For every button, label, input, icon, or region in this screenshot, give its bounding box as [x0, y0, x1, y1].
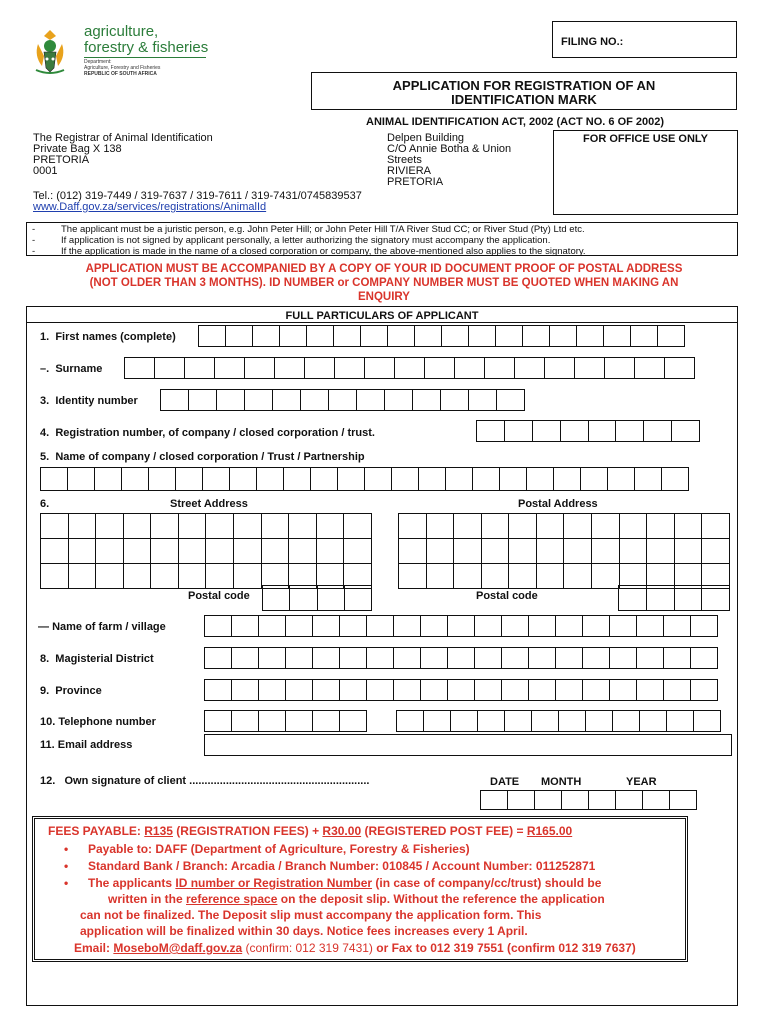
address-line: Delpen Building: [387, 132, 465, 144]
surname-label: [40, 363, 102, 375]
fees-text: FEES PAYABLE:: [48, 824, 145, 838]
fees-amount: R135: [144, 824, 173, 838]
postal-address-grid[interactable]: [398, 514, 730, 589]
identity-number-label: [40, 395, 138, 407]
surname-input[interactable]: [124, 357, 702, 379]
signature-label[interactable]: [40, 775, 369, 787]
coat-of-arms-logo: [30, 26, 70, 76]
registration-number-input[interactable]: [476, 420, 700, 442]
dept-name: [84, 24, 208, 56]
title-line2: IDENTIFICATION MARK: [451, 92, 597, 107]
address-line: PRETORIA: [387, 176, 444, 188]
address-line: RIVIERA: [387, 165, 432, 177]
fees-text: (REGISTRATION FEES) +: [172, 824, 323, 838]
office-use-box: [553, 130, 738, 215]
fees-text: (REGISTERED POST FEE) =: [361, 824, 527, 838]
first-names-label: [40, 331, 176, 343]
magisterial-district-label: 8. Magisterial District: [40, 653, 154, 665]
street-postal-code-input[interactable]: [262, 586, 372, 611]
farm-label: [38, 621, 166, 633]
field-text: Registration number, of company / closed corporation / trust.: [55, 427, 375, 439]
warning-line3: ENQUIRY: [358, 291, 410, 303]
field-number: —: [38, 621, 49, 633]
act-reference: ANIMAL IDENTIFICATION ACT, 2002 (ACT NO. 6 OF 2002): [366, 116, 665, 128]
field-text: Name of farm / village: [52, 621, 166, 633]
street-address-label: Street Address: [170, 498, 248, 510]
warning-line1: APPLICATION MUST BE ACCOMPANIED BY A COPY OF YOUR ID DOCUMENT PROOF OF POSTAL ADDRESS: [85, 263, 683, 275]
registration-number-label: [40, 427, 375, 439]
telephone-input-2[interactable]: [396, 710, 732, 732]
warning-text: [24, 262, 744, 304]
field-text: First names (complete): [55, 331, 176, 343]
dept-small-3: REPUBLIC OF SOUTH AFRICA: [84, 71, 157, 77]
farm-input[interactable]: [204, 615, 732, 637]
fees-text: The applicants: [88, 876, 176, 890]
note-item: - If application is not signed by applicant personally, a letter authorizing the signatory must accompany the application.: [32, 235, 551, 246]
email-input[interactable]: [204, 734, 732, 756]
field-number: 5.: [40, 451, 50, 463]
company-name-label: [40, 451, 365, 463]
province-input[interactable]: [204, 679, 732, 701]
date-label: DATE: [490, 776, 520, 788]
fees-text: or Fax to 012 319 7551 (confirm 012 319 7637): [372, 941, 636, 955]
identity-number-input[interactable]: [160, 389, 528, 411]
dept-small-1: Department:: [84, 59, 112, 65]
field-number: 1.: [40, 331, 50, 343]
telephone-label: 10. Telephone number: [40, 716, 156, 728]
filing-no-label: FILING NO.:: [561, 36, 624, 48]
fees-finalize-note: application will be finalized within 30 days. Notice fees increases every 1 April.: [80, 924, 528, 938]
office-use-label: FOR OFFICE USE ONLY: [583, 133, 708, 145]
field-text: Surname: [55, 363, 103, 375]
telephone-numbers: Tel.: (012) 319-7449 / 319-7637 / 319-7611 / 319-7431/0745839537: [33, 190, 362, 202]
postal-postal-code-label: Postal code: [476, 590, 538, 602]
dept-small-2: Agriculture, Forestry and Fisheries: [84, 65, 161, 71]
warning-line2: (NOT OLDER THAN 3 MONTHS). ID NUMBER or COMPANY NUMBER MUST BE QUOTED WHEN MAKING AN: [89, 277, 679, 289]
fees-payable-line: [48, 824, 572, 838]
section-title: FULL PARTICULARS OF APPLICANT: [285, 310, 479, 322]
email-link[interactable]: MoseboM@daff.gov.za: [113, 941, 243, 955]
address-line: PRETORIA: [33, 154, 90, 166]
fees-text: written in the: [108, 892, 186, 906]
filing-no-box[interactable]: [552, 21, 737, 58]
fees-text: ID number or Registration Number: [175, 876, 373, 890]
title-box: [311, 72, 737, 110]
fees-text: on the deposit slip. Without the reference the application: [277, 892, 605, 906]
field-number: 4.: [40, 427, 50, 439]
fees-email-line: [74, 941, 636, 955]
street-address-grid[interactable]: [40, 514, 372, 589]
note-item: - The applicant must be a juristic person, e.g. John Peter Hill; or John Peter Hill T/A River Stud CC; or River Stud (Pty) Ltd etc.: [32, 224, 585, 235]
note-item: - If the application is made in the name of a closed corporation or company, the above-mentioned also applies to the signatory.: [32, 246, 586, 257]
section-divider: [26, 322, 738, 323]
magisterial-district-input[interactable]: [204, 647, 732, 669]
province-label: 9. Province: [40, 685, 102, 697]
fees-bank-details: • Standard Bank / Branch: Arcadia / Branch Number: 010845 / Account Number: 011252871: [88, 859, 595, 873]
street-postal-code-label: Postal code: [188, 590, 250, 602]
fees-payable-to: • Payable to: DAFF (Department of Agriculture, Forestry & Fisheries): [88, 842, 470, 856]
dept-name-line1: agriculture,: [84, 23, 159, 40]
website-link[interactable]: www.Daff.gov.za/services/registrations/AnimalId: [33, 201, 267, 213]
field-number: 3.: [40, 395, 50, 407]
dept-name-line2: forestry & fisheries: [84, 39, 209, 56]
field-text: Identity number: [55, 395, 138, 407]
year-label: YEAR: [626, 776, 657, 788]
note-text: If the application is made in the name of a closed corporation or company, the above-mentioned also applies to the signatory.: [61, 246, 586, 257]
dept-underline: [84, 57, 206, 58]
notes-box: [26, 222, 738, 256]
note-text: If application is not signed by applicant personally, a letter authorizing the signatory must accompany the application.: [61, 235, 551, 246]
fees-text: Email:: [74, 941, 114, 955]
postal-address-label: Postal Address: [518, 498, 598, 510]
title-line1: APPLICATION FOR REGISTRATION OF AN: [392, 78, 656, 93]
date-input[interactable]: [480, 790, 700, 810]
fees-text: (in case of company/cc/trust) should be: [372, 876, 602, 890]
field-text: Name of company / closed corporation / Trust / Partnership: [55, 451, 365, 463]
field-number: –.: [40, 363, 50, 375]
fees-total: R165.00: [526, 824, 573, 838]
fees-text: reference space: [186, 892, 278, 906]
fees-amount: R30.00: [322, 824, 362, 838]
telephone-input-1[interactable]: [204, 710, 370, 732]
address-line: The Registrar of Animal Identification: [33, 132, 213, 144]
physical-address: [387, 133, 511, 188]
month-label: MONTH: [541, 776, 582, 788]
fees-reference-line1: [88, 876, 601, 890]
address-line: 0001: [33, 165, 58, 177]
address-number: 6.: [40, 498, 50, 510]
field-text: Own signature of client ...........................................................: [64, 775, 370, 787]
address-line: Private Bag X 138: [33, 143, 122, 155]
company-name-input[interactable]: [40, 467, 708, 491]
note-text: The applicant must be a juristic person, e.g. John Peter Hill; or John Peter Hill T/A River Stud CC; or River Stud (Pty) Ltd etc.: [61, 224, 585, 235]
postal-postal-code-input[interactable]: [618, 586, 730, 611]
address-line: Streets: [387, 154, 422, 166]
field-number: 12.: [40, 775, 56, 787]
address-line: C/O Annie Botha & Union: [387, 143, 512, 155]
fees-text: (confirm: 012 319 7431): [242, 941, 373, 955]
fees-reference-line2: [108, 892, 605, 906]
email-label: 11. Email address: [40, 739, 133, 751]
first-names-input[interactable]: [198, 325, 700, 347]
fees-deposit-slip: can not be finalized. The Deposit slip must accompany the application form. This: [80, 908, 542, 922]
registrar-address: [33, 133, 213, 177]
dept-small: [84, 59, 160, 77]
